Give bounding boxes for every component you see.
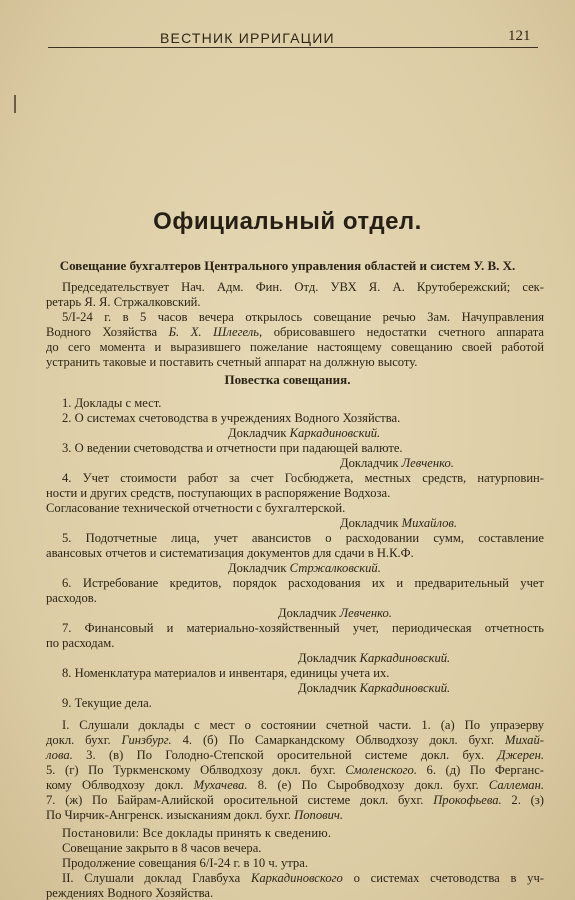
intro-line: ретарь Я. Я. Стржалковский.: [46, 295, 201, 309]
resolution-line: [46, 871, 544, 886]
page-number: 121: [508, 28, 531, 44]
resolution-line: I. Слушали доклады с мест о состоянии счетной части. 1. (а) По упраэерву: [62, 718, 544, 732]
resolution-name: Смоленского.: [345, 763, 417, 777]
agenda-item: 1. Доклады с мест.: [62, 396, 162, 410]
speaker-name: Каркадиновский.: [359, 681, 451, 695]
meeting-title: Совещание бухгалтеров Центрального управления областей и систем У. В. Х.: [59, 258, 516, 273]
resolution-text: 6. (д) По Ферганс-: [426, 763, 544, 777]
resolution-line: [46, 748, 544, 763]
resolution-text: 5. (г) По Туркменскому Облводхозу докл. бухг.: [46, 763, 336, 777]
resolution-text: докл. бухг.: [46, 733, 111, 747]
agenda-item: 3. О ведении счетоводства и отчетности при падающей валюте.: [62, 441, 403, 455]
resolution-text: По Чирчик-Ангренск. изысканиям докл. бухг.: [46, 808, 291, 822]
header-divider: [48, 47, 538, 48]
agenda-speaker: [298, 651, 538, 666]
section-title: Официальный отдел.: [153, 208, 422, 235]
resolution-name: лова.: [46, 748, 73, 762]
agenda-speaker: [228, 426, 528, 441]
resolution-name: Попович.: [294, 808, 344, 822]
speaker-name: Михайлов.: [401, 516, 458, 530]
resolution-line: реждениях Водного Хозяйства.: [46, 886, 214, 900]
agenda-item: 8. Номенклатура материалов и инвентаря, единицы учета их.: [62, 666, 390, 680]
resolution-text: II. Слушали доклад Главбуха: [62, 871, 241, 885]
resolution-text: 8. (е) По Сыробводхозу докл. бухг.: [257, 778, 479, 792]
speaker-name: Левченко.: [401, 456, 454, 470]
agenda-title: Повестка совещания.: [224, 372, 351, 387]
agenda-speaker: [298, 681, 538, 696]
speaker-label: Докладчик: [228, 561, 287, 575]
speaker-name: Каркадиновский.: [359, 651, 451, 665]
resolution-line: [46, 808, 544, 823]
speaker-name: Каркадиновский.: [289, 426, 381, 440]
intro-line: устранить таковые и поставить счетный аппарат на должную высоту.: [46, 355, 418, 369]
agenda-item: по расходам.: [46, 636, 115, 650]
resolution-line: Продолжение совещания 6/I-24 г. в 10 ч. утра.: [62, 856, 308, 870]
resolution-line: Постановили: Все доклады принять к сведению.: [62, 826, 332, 840]
resolution-line: Совещание закрыто в 8 часов вечера.: [62, 841, 262, 855]
resolution-line: [46, 733, 544, 748]
intro-text: Водного Хозяйства: [46, 325, 158, 339]
intro-line: 5/I-24 г. в 5 часов вечера открылось совещание речью Зам. Начуправления: [62, 310, 544, 324]
resolution-name: Михай-: [504, 733, 544, 747]
agenda-item: 6. Истребование кредитов, порядок расходования их и предварительный учет: [62, 576, 544, 590]
speaker-label: Докладчик: [278, 606, 337, 620]
margin-mark: [14, 95, 16, 113]
agenda-item: 4. Учет стоимости работ за счет Госбюджета, местных средств, натурповин-: [62, 471, 544, 485]
resolution-text: 7. (ж) По Байрам-Алийской оросительной системе докл. бухг.: [46, 793, 424, 807]
resolution-text: 3. (в) По Голодно-Степской оросительной системе докл. бух.: [86, 748, 485, 762]
resolution-name: Каркадиновского: [250, 871, 343, 885]
speaker-label: Докладчик: [298, 651, 357, 665]
resolution-name: Джерен.: [497, 748, 544, 762]
agenda-item: 7. Финансовый и материально-хозяйственный учет, периодическая отчетность: [62, 621, 544, 635]
agenda-speaker: [278, 606, 538, 621]
resolution-line: [46, 778, 544, 793]
resolution-name: Прокофьева.: [433, 793, 502, 807]
agenda-item: 5. Подотчетные лица, учет авансистов о расходовании сумм, составление: [62, 531, 544, 545]
intro-text: обрисовавшего недостатки счетного аппарата: [273, 325, 544, 339]
resolution-text: о системах счетоводства в уч-: [353, 871, 544, 885]
intro-name: Б. Х. Шлегель,: [168, 325, 263, 339]
speaker-name: Левченко.: [339, 606, 392, 620]
agenda-item: 2. О системах счетоводства в учреждениях Водного Хозяйства.: [62, 411, 401, 425]
speaker-label: Докладчик: [228, 426, 287, 440]
resolution-line: [46, 793, 544, 808]
intro-line: [46, 325, 544, 340]
agenda-item: Согласование технической отчетности с бухгалтерской.: [46, 501, 346, 515]
journal-title: ВЕСТНИК ИРРИГАЦИИ: [160, 30, 335, 46]
intro-line: до сего момента и выразившего пожелание настоящему совещанию своей работой: [46, 340, 544, 354]
agenda-speaker: [340, 456, 540, 471]
speaker-name: Стржалковский.: [289, 561, 381, 575]
agenda-speaker: [340, 516, 540, 531]
speaker-label: Докладчик: [340, 456, 399, 470]
resolution-text: 2. (з): [511, 793, 544, 807]
resolution-text: кому Облводхозу докл.: [46, 778, 184, 792]
agenda-item: ности и других средств, поступающих в распоряжение Водхоза.: [46, 486, 391, 500]
resolution-name: Гинзбург.: [121, 733, 172, 747]
agenda-speaker: [228, 561, 528, 576]
resolution-text: 4. (б) По Самаркандскому Облводхозу докл. бухг.: [182, 733, 495, 747]
resolution-name: Саллеман.: [488, 778, 544, 792]
resolution-name: Мухачева.: [193, 778, 248, 792]
resolution-line: [46, 763, 544, 778]
agenda-item: авансовых отчетов и систематизация документов для сдачи в Н.К.Ф.: [46, 546, 414, 560]
speaker-label: Докладчик: [340, 516, 399, 530]
speaker-label: Докладчик: [298, 681, 357, 695]
agenda-item: расходов.: [46, 591, 97, 605]
agenda-item: 9. Текущие дела.: [62, 696, 152, 710]
intro-line: Председательствует Нач. Адм. Фин. Отд. УВХ Я. А. Крутобережский; сек-: [62, 280, 544, 294]
